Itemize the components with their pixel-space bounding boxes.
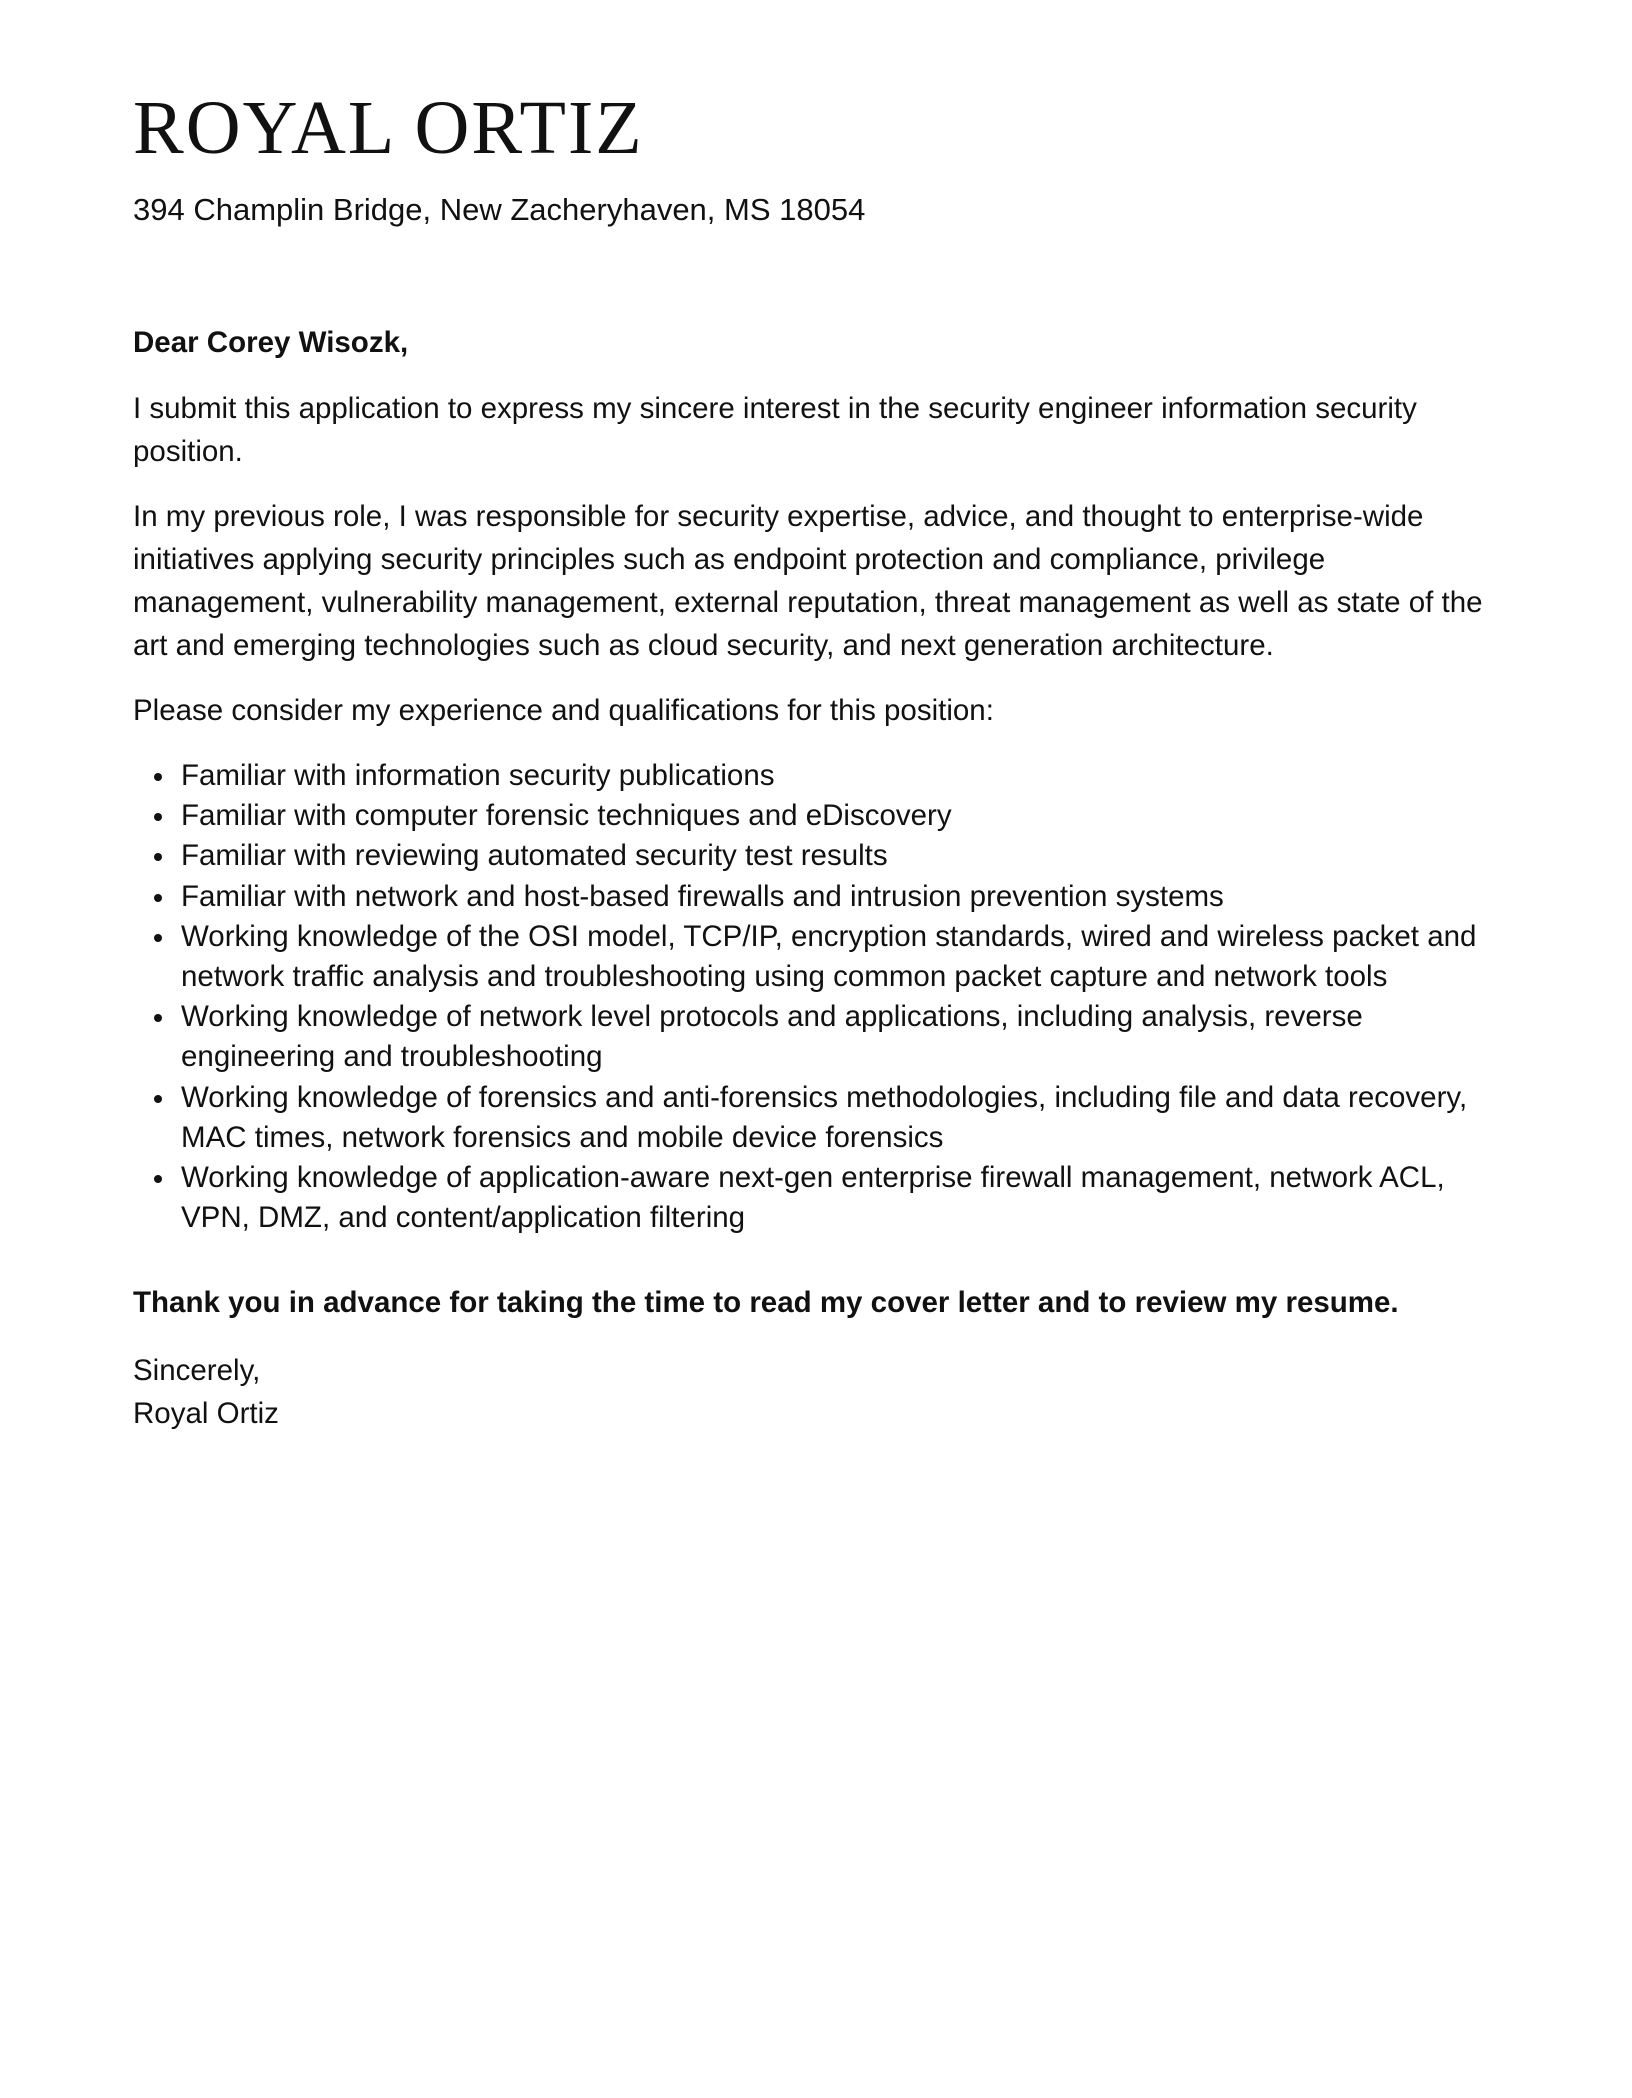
list-item: Familiar with reviewing automated security test results [181,836,1503,876]
qualifications-intro: Please consider my experience and qualifications for this position: [133,694,994,727]
salutation: Dear Corey Wisozk, [133,326,409,359]
list-item: Working knowledge of application-aware next-gen enterprise firewall management, network ACL, VPN, DMZ, and content/application filtering [181,1158,1503,1238]
intro-paragraph: I submit this application to express my sincere interest in the security engineer information security position. [133,392,1417,468]
qualifications-list [133,756,1503,1238]
signoff: Sincerely, [133,1354,261,1388]
applicant-name: ROYAL ORTIZ [133,86,644,170]
list-item: Working knowledge of network level protocols and applications, including analysis, reverse engineering and troubleshooting [181,997,1503,1077]
experience-paragraph: In my previous role, I was responsible for security expertise, advice, and thought to enterprise-wide initiatives applying security principles such as endpoint protection and compliance, privilege management, vulnerability management, external reputation, threat management as well as state of the art and emerging technologies such as cloud security, and next generation architecture. [133,500,1483,662]
cover-letter-page [133,84,1503,1435]
applicant-address: 394 Champlin Bridge, New Zacheryhaven, MS 18054 [133,192,866,227]
closing-line: Thank you in advance for taking the time to read my cover letter and to review my resume. [133,1286,1399,1320]
signature: Royal Ortiz [133,1397,279,1431]
list-item: Familiar with information security publications [181,756,1503,796]
list-item: Working knowledge of forensics and anti-forensics methodologies, including file and data recovery, MAC times, network forensics and mobile device forensics [181,1078,1503,1158]
list-item: Working knowledge of the OSI model, TCP/IP, encryption standards, wired and wireless packet and network traffic analysis and troubleshooting using common packet capture and network tools [181,917,1503,997]
list-item: Familiar with computer forensic techniques and eDiscovery [181,796,1503,836]
list-item: Familiar with network and host-based firewalls and intrusion prevention systems [181,877,1503,917]
signoff-block [133,1349,1503,1435]
